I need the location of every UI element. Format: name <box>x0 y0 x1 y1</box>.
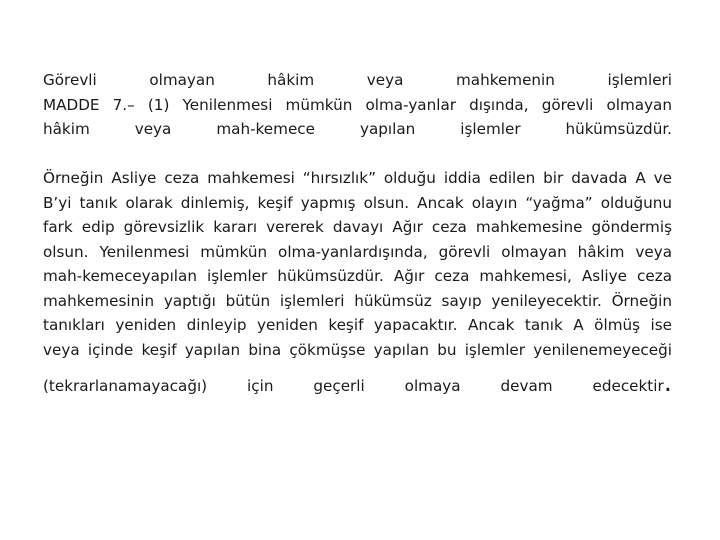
example-line-2: B’yi tanık olarak dinlemiş, keşif yapmış olsun. Ancak olayın “yağma” olduğunu <box>43 193 672 212</box>
closing-paragraph <box>43 368 672 399</box>
example-line-4: olsun. Yenilenmesi mümkün olma-yanlardışında, görevli olmayan hâkim veya <box>43 242 672 261</box>
closing-line <box>43 368 672 399</box>
article-heading-block <box>43 68 672 142</box>
example-line-8: veya içinde keşif yapılan bina çökmüşse yapılan bu işlemler yenilenemeyeceği <box>43 340 672 359</box>
example-line-3: fark edip görevsizlik kararı vererek davayı Ağır ceza mahkemesine göndermiş <box>43 218 672 236</box>
example-line-7: tanıkları yeniden dinleyip yeniden keşif yapacaktır. Ancak tanık A ölmüş ise <box>43 316 672 334</box>
example-line-5: mah-kemeceyapılan işlemler hükümsüzdür. Ağır ceza mahkemesi, Asliye ceza <box>43 267 672 285</box>
closing-text: (tekrarlanamayacağı) için geçerli olmaya devam edecektir <box>43 377 664 395</box>
closing-period: . <box>663 368 672 398</box>
example-line-1: Örneğin Asliye ceza mahkemesi “hırsızlık” olduğu iddia edilen bir davada A ve <box>43 169 672 187</box>
example-paragraph <box>43 166 672 362</box>
heading-line-1: Görevli olmayan hâkim veya mahkemenin işlemleri <box>43 71 672 89</box>
heading-line-2: MADDE 7.– (1) Yenilenmesi mümkün olma-yanlar dışında, görevli olmayan <box>43 95 672 114</box>
example-line-6: mahkemesinin yaptığı bütün işlemleri hükümsüz sayıp yenileyecektir. Örneğin <box>43 291 672 310</box>
heading-line-3: hâkim veya mah-kemece yapılan işlemler hükümsüzdür. <box>43 120 672 138</box>
